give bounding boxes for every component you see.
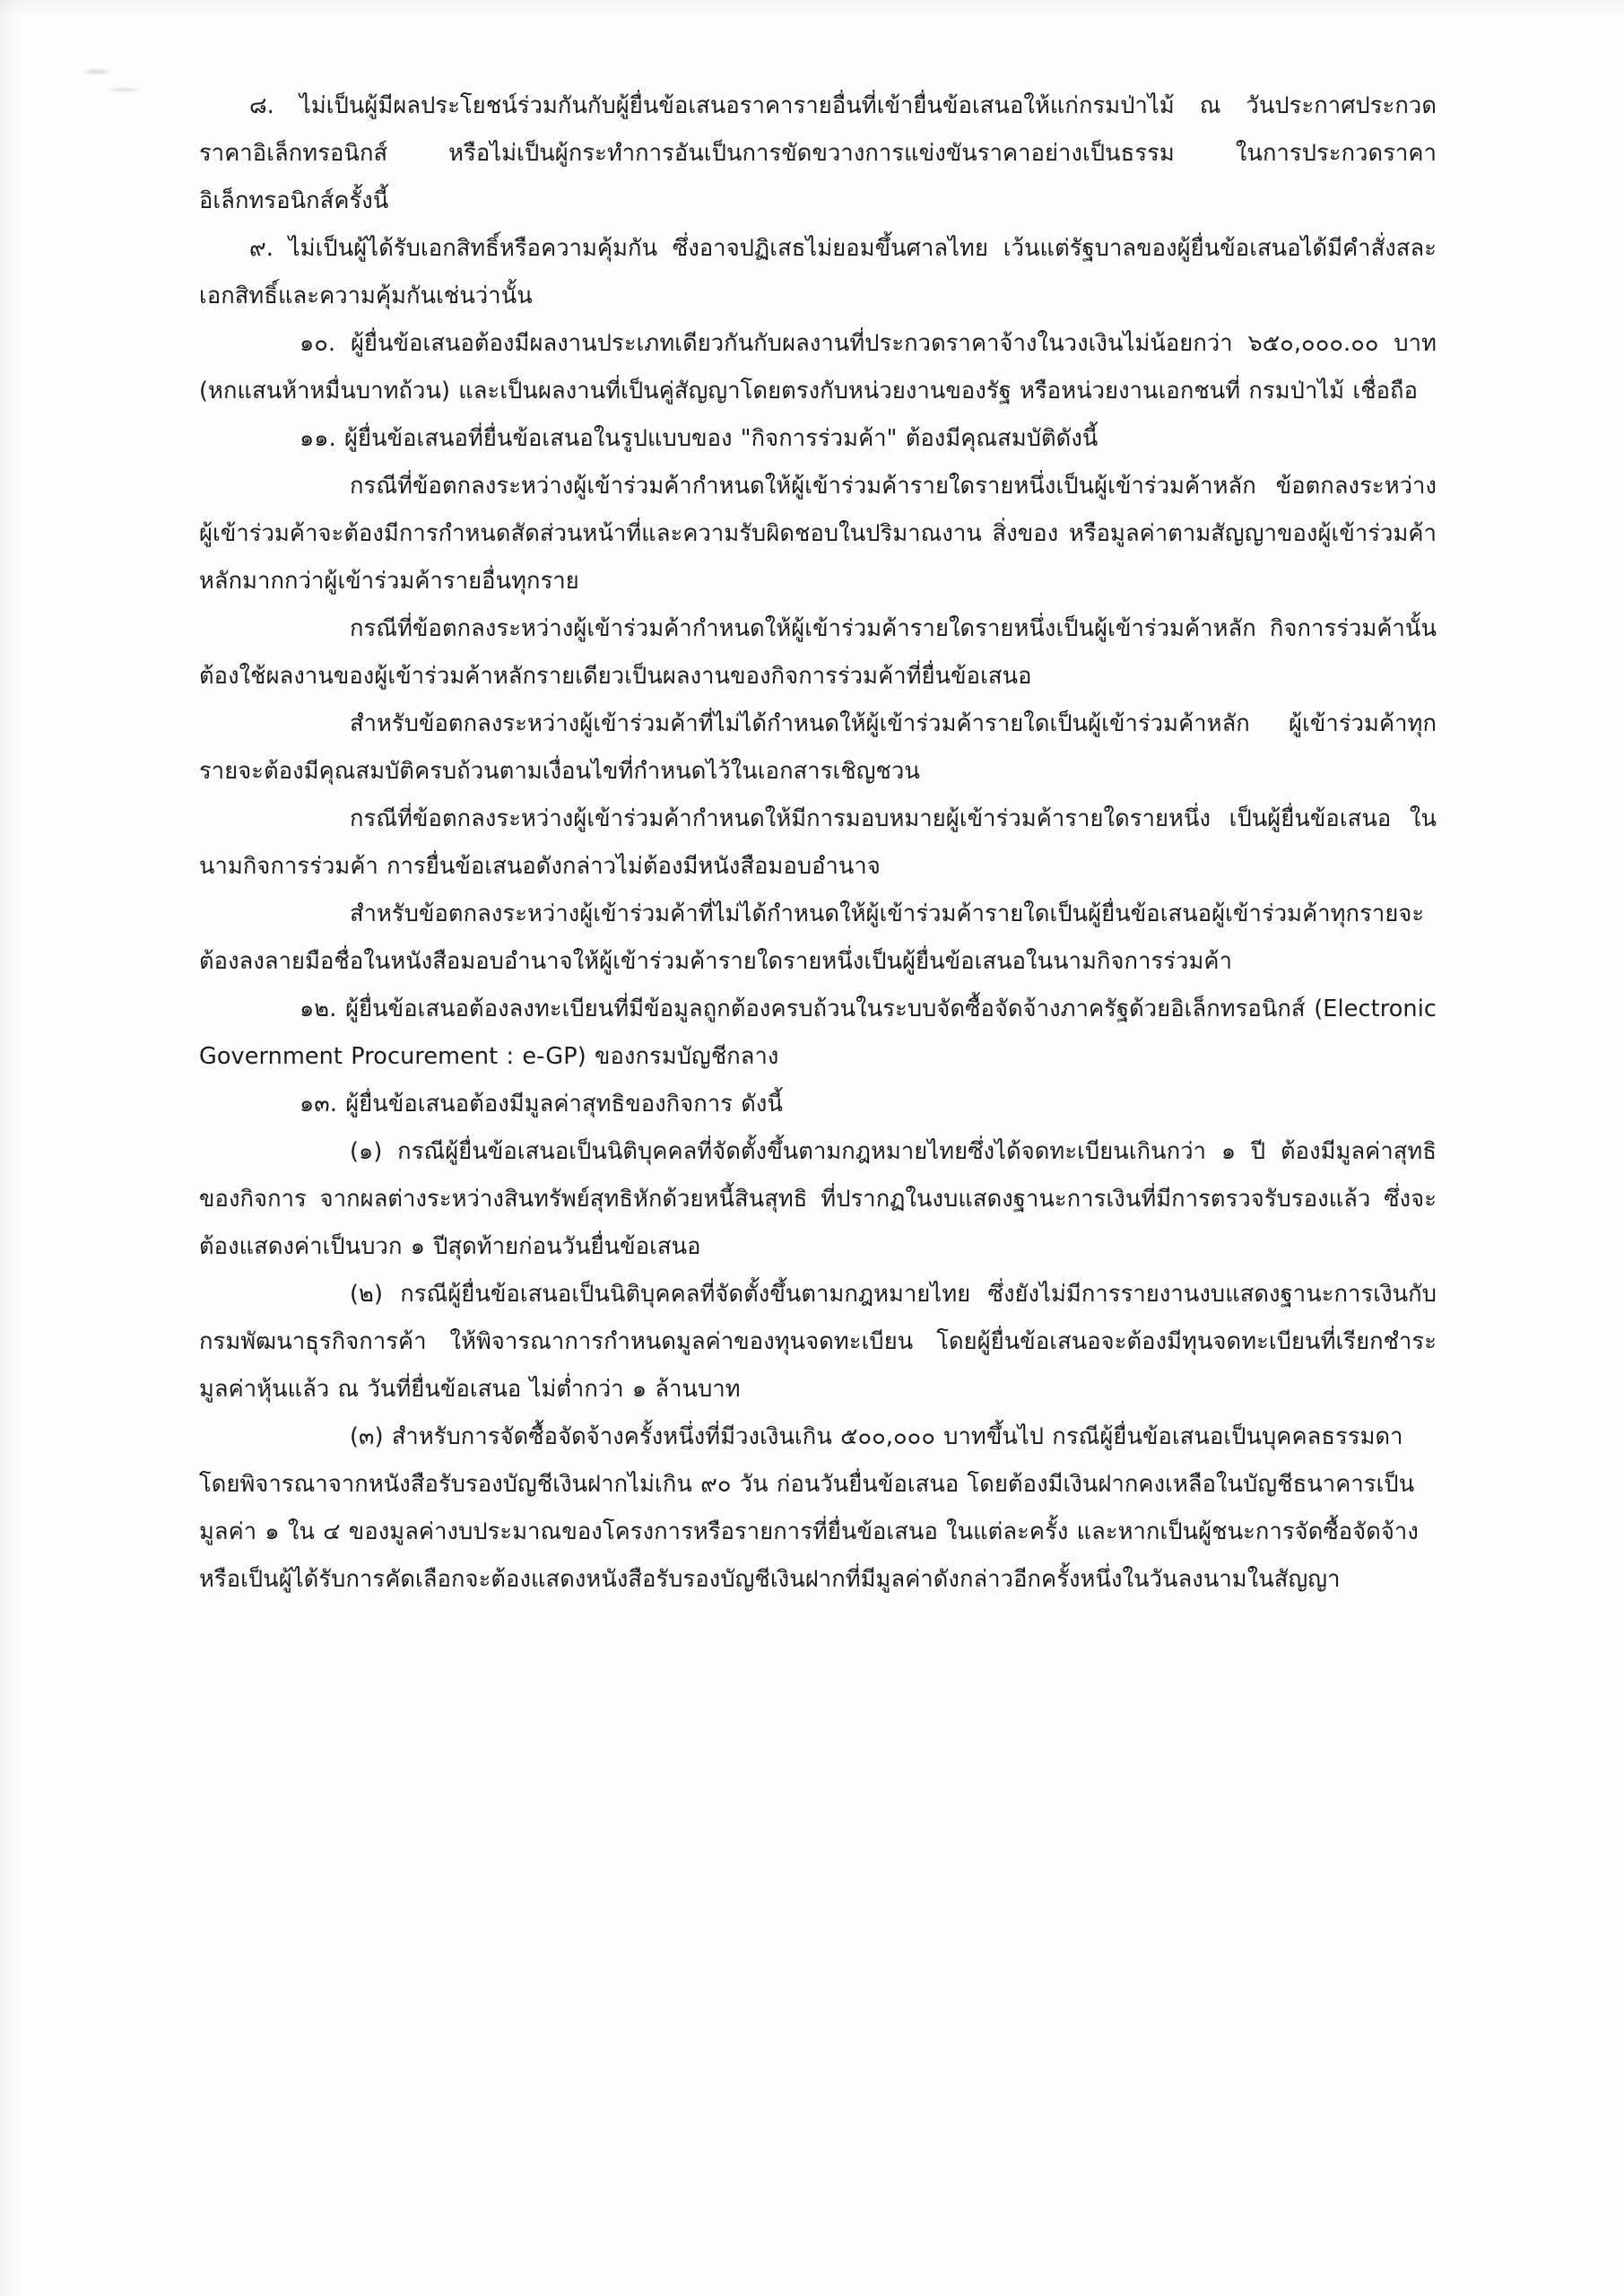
- paragraph-clause-11-5: สำหรับข้อตกลงระหว่างผู้เข้าร่วมค้าที่ไม่ได้กำหนดให้ผู้เข้าร่วมค้ารายใดเป็นผู้ยื่นข้อเสนอผู้เข้าร่วมค้าทุกรายจะต้องลงลายมือชื่อในหนังสือมอบอำนาจให้ผู้เข้าร่วมค้ารายใดรายหนึ่งเป็นผู้ยื่นข้อเสนอในนามกิจการร่วมค้า: [199, 900, 1425, 975]
- scan-artifact-smudge: [81, 63, 152, 104]
- paragraph-clause-11-3: สำหรับข้อตกลงระหว่างผู้เข้าร่วมค้าที่ไม่ได้กำหนดให้ผู้เข้าร่วมค้ารายใดเป็นผู้เข้าร่วมค้าหลัก ผู้เข้าร่วมค้าทุกรายจะต้องมีคุณสมบัติครบถ้วนตามเงื่อนไขที่กำหนดไว้ในเอกสารเชิญชวน: [199, 710, 1437, 785]
- scan-edge-shadow-left: [0, 0, 22, 2296]
- paragraph-clause-11-1: กรณีที่ข้อตกลงระหว่างผู้เข้าร่วมค้ากำหนดให้ผู้เข้าร่วมค้ารายใดรายหนึ่งเป็นผู้เข้าร่วมค้าหลัก ข้อตกลงระหว่างผู้เข้าร่วมค้าจะต้องมีการกำหนดสัดส่วนหน้าที่และความรับผิดชอบในปริมาณงาน สิ่งของ หรือมูลค่าตามสัญญาของผู้เข้าร่วมค้าหลักมากกว่าผู้เข้าร่วมค้ารายอื่นทุกราย: [199, 473, 1437, 595]
- document-text-column: [199, 83, 1437, 1604]
- paragraph-clause-13-1: (๑) กรณีผู้ยื่นข้อเสนอเป็นนิติบุคคลที่จัดตั้งขึ้นตามกฎหมายไทยซึ่งได้จดทะเบียนเกินกว่า ๑ ปี ต้องมีมูลค่าสุทธิของกิจการ จากผลต่างระหว่างสินทรัพย์สุทธิหักด้วยหนี้สินสุทธิ ที่ปรากฏในงบแสดงฐานะการเงินที่มีการตรวจรับรองแล้ว ซึ่งจะต้องแสดงค่าเป็นบวก ๑ ปีสุดท้ายก่อนวันยื่นข้อเสนอ: [199, 1138, 1437, 1260]
- paragraph-clause-11-2: กรณีที่ข้อตกลงระหว่างผู้เข้าร่วมค้ากำหนดให้ผู้เข้าร่วมค้ารายใดรายหนึ่งเป็นผู้เข้าร่วมค้าหลัก กิจการร่วมค้านั้นต้องใช้ผลงานของผู้เข้าร่วมค้าหลักรายเดียวเป็นผลงานของกิจการร่วมค้าที่ยื่นข้อเสนอ: [199, 615, 1437, 690]
- paragraph-clause-11-4: กรณีที่ข้อตกลงระหว่างผู้เข้าร่วมค้ากำหนดให้มีการมอบหมายผู้เข้าร่วมค้ารายใดรายหนึ่ง เป็นผู้ยื่นข้อเสนอ ในนามกิจการร่วมค้า การยื่นข้อเสนอดังกล่าวไม่ต้องมีหนังสือมอบอำนาจ: [199, 805, 1437, 880]
- paragraph-clause-13-3: (๓) สำหรับการจัดซื้อจัดจ้างครั้งหนึ่งที่มีวงเงินเกิน ๕๐๐,๐๐๐ บาทขึ้นไป กรณีผู้ยื่นข้อเสนอเป็นบุคคลธรรมดา โดยพิจารณาจากหนังสือรับรองบัญชีเงินฝากไม่เกิน ๙๐ วัน ก่อนวันยื่นข้อเสนอ โดยต้องมีเงินฝากคงเหลือในบัญชีธนาคารเป็นมูลค่า ๑ ใน ๔ ของมูลค่างบประมาณของโครงการหรือรายการที่ยื่นข้อเสนอ ในแต่ละครั้ง และหากเป็นผู้ชนะการจัดซื้อจัดจ้างหรือเป็นผู้ได้รับการคัดเลือกจะต้องแสดงหนังสือรับรองบัญชีเงินฝากที่มีมูลค่าดังกล่าวอีกครั้งหนึ่งในวันลงนามในสัญญา: [199, 1423, 1419, 1593]
- paragraph-clause-11: ๑๑. ผู้ยื่นข้อเสนอที่ยื่นข้อเสนอในรูปแบบของ "กิจการร่วมค้า" ต้องมีคุณสมบัติดังนี้: [300, 425, 1099, 452]
- paragraph-clause-9: ๙. ไม่เป็นผู้ได้รับเอกสิทธิ์หรือความคุ้มกัน ซึ่งอาจปฏิเสธไม่ยอมขึ้นศาลไทย เว้นแต่รัฐบาลของผู้ยื่นข้อเสนอได้มีคำสั่งสละเอกสิทธิ์และความคุ้มกันเช่นว่านั้น: [199, 235, 1437, 309]
- paragraph-clause-13-2: (๒) กรณีผู้ยื่นข้อเสนอเป็นนิติบุคคลที่จัดตั้งขึ้นตามกฎหมายไทย ซึ่งยังไม่มีการรายงานงบแสดงฐานะการเงินกับกรมพัฒนาธุรกิจการค้า ให้พิจารณาการกำหนดมูลค่าของทุนจดทะเบียน โดยผู้ยื่นข้อเสนอจะต้องมีทุนจดทะเบียนที่เรียกชำระมูลค่าหุ้นแล้ว ณ วันที่ยื่นข้อเสนอ ไม่ต่ำกว่า ๑ ล้านบาท: [199, 1281, 1437, 1403]
- paragraph-clause-12: ๑๒. ผู้ยื่นข้อเสนอต้องลงทะเบียนที่มีข้อมูลถูกต้องครบถ้วนในระบบจัดซื้อจัดจ้างภาครัฐด้วยอิเล็กทรอนิกส์ (Electronic Government Procurement : e-GP) ของกรมบัญชีกลาง: [199, 996, 1437, 1070]
- scan-edge-shadow-top: [0, 0, 1624, 16]
- paragraph-clause-8: ๘. ไม่เป็นผู้มีผลประโยชน์ร่วมกันกับผู้ยื่นข้อเสนอราคารายอื่นที่เข้ายื่นข้อเสนอให้แก่กรมป่าไม้ ณ วันประกาศประกวดราคาอิเล็กทรอนิกส์ หรือไม่เป็นผู้กระทำการอันเป็นการขัดขวางการแข่งขันราคาอย่างเป็นธรรม ในการประกวดราคาอิเล็กทรอนิกส์ครั้งนี้: [199, 92, 1437, 214]
- paragraph-clause-13: ๑๓. ผู้ยื่นข้อเสนอต้องมีมูลค่าสุทธิของกิจการ ดังนี้: [300, 1091, 783, 1118]
- paragraph-clause-10: ๑๐. ผู้ยื่นข้อเสนอต้องมีผลงานประเภทเดียวกันกับผลงานที่ประกวดราคาจ้างในวงเงินไม่น้อยกว่า ๖๕๐,๐๐๐.๐๐ บาท (หกแสนห้าหมื่นบาทถ้วน) และเป็นผลงานที่เป็นคู่สัญญาโดยตรงกับหน่วยงานของรัฐ หรือหน่วยงานเอกชนที่ กรมป่าไม้ เชื่อถือ: [199, 330, 1437, 404]
